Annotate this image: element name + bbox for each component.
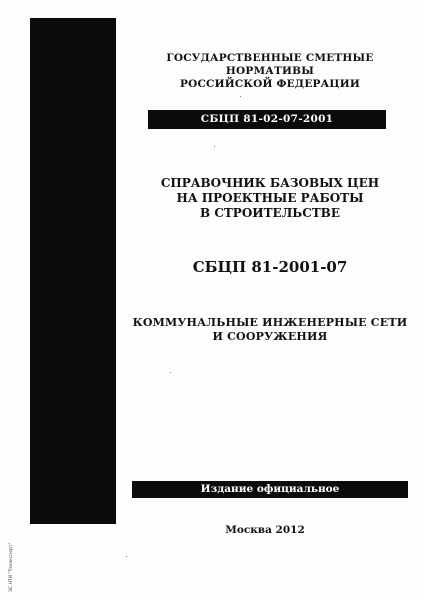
subtitle-line-1: КОММУНАЛЬНЫЕ ИНЖЕНЕРНЫЕ СЕТИ <box>132 316 408 329</box>
header-line-1: ГОСУДАРСТВЕННЫЕ СМЕТНЫЕ НОРМАТИВЫ <box>166 52 374 77</box>
scan-speck <box>214 146 215 147</box>
document-code-bar-text: СБЦП 81-02-07-2001 <box>200 113 334 125</box>
scan-speck <box>170 372 171 373</box>
document-subtitle <box>130 316 410 344</box>
official-edition-text: Издание официальное <box>200 483 340 495</box>
title-line-3: В СТРОИТЕЛЬСТВЕ <box>200 206 340 220</box>
scan-speck <box>240 96 241 97</box>
header-line-2: РОССИЙСКОЙ ФЕДЕРАЦИИ <box>180 78 360 90</box>
side-watermark-stamp: ЗС НТИ "Техэксперт" <box>9 542 14 592</box>
scan-speck <box>126 556 127 557</box>
issuing-body-header <box>130 52 410 91</box>
document-number: СБЦП 81-2001-07 <box>192 258 348 276</box>
left-black-band <box>30 18 116 524</box>
place-and-year: Москва 2012 <box>225 524 305 536</box>
official-edition-bar <box>132 481 408 498</box>
document-title <box>130 176 410 221</box>
title-line-2: НА ПРОЕКТНЫЕ РАБОТЫ <box>176 191 364 205</box>
title-line-1: СПРАВОЧНИК БАЗОВЫХ ЦЕН <box>160 176 380 190</box>
subtitle-line-2: И СООРУЖЕНИЯ <box>212 330 328 343</box>
document-code-bar <box>148 110 386 129</box>
